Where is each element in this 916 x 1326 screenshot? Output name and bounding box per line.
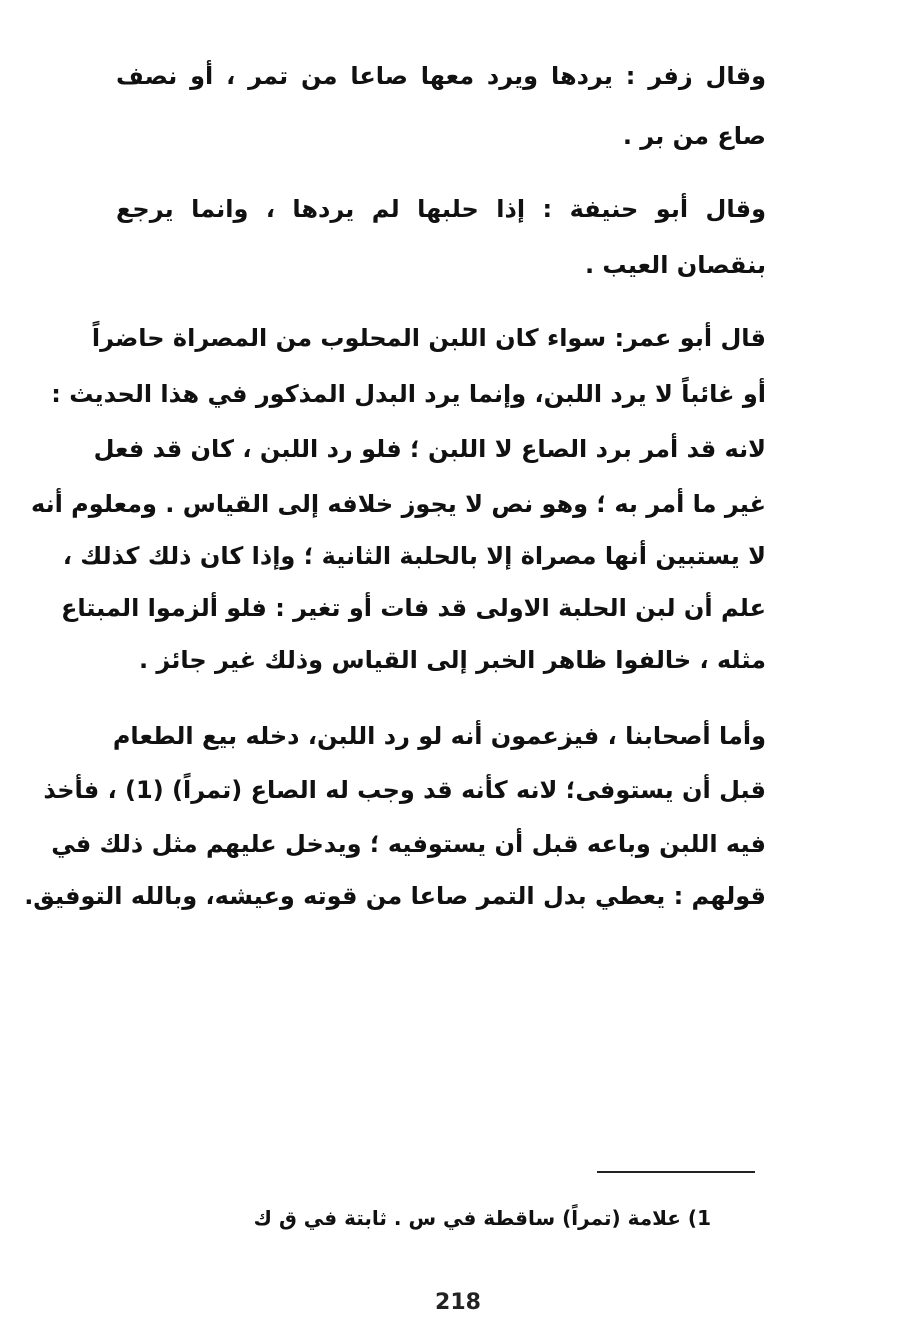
text-line: لانه قد أمر برد الصاع لا اللبن ؛ فلو رد اللبن ، كان قد فعل [93,435,766,463]
text-line: علم أن لبن الحلبة الاولى قد فات أو تغير : فلو ألزموا المبتاع [60,594,766,622]
footnote-divider [597,1171,755,1173]
page-number: 218 [435,1290,481,1315]
text-line: غير ما أمر به ؛ وهو نص لا يجوز خلافه إلى القياس . ومعلوم أنه [31,490,766,518]
text-line: بنقصان العيب . [584,251,766,279]
text-line: قال أبو عمر: سواء كان اللبن المحلوب من المصراة حاضراً [91,324,766,352]
text-line: وقال زفر : يردها ويرد معها صاعا من تمر ، أو نصف [116,62,766,90]
text-line: فيه اللبن وباعه قبل أن يستوفيه ؛ ويدخل عليهم مثل ذلك في [51,830,766,858]
text-line: قبل أن يستوفى؛ لانه كأنه قد وجب له الصاع (تمراً) (1) ، فأخذ [43,776,766,804]
text-line: قولهم : يعطي بدل التمر صاعا من قوته وعيشه، وبالله التوفيق. [24,882,766,910]
text-line: مثله ، خالفوا ظاهر الخبر إلى القياس وذلك غير جائز . [138,646,766,674]
footnote: 1) علامة (تمراً) ساقطة في س . ثابتة في ق ك [253,1206,711,1230]
text-line: لا يستبين أنها مصراة إلا بالحلبة الثانية ؛ وإذا كان ذلك كذلك ، [62,542,766,570]
text-line: أو غائباً لا يرد اللبن، وإنما يرد البدل المذكور في هذا الحديث : [51,380,766,408]
text-line: وقال أبو حنيفة : إذا حلبها لم يردها ، وانما يرجع [116,195,766,223]
text-line: صاع من بر . [622,122,766,150]
text-line: وأما أصحابنا ، فيزعمون أنه لو رد اللبن، دخله بيع الطعام [112,722,766,750]
